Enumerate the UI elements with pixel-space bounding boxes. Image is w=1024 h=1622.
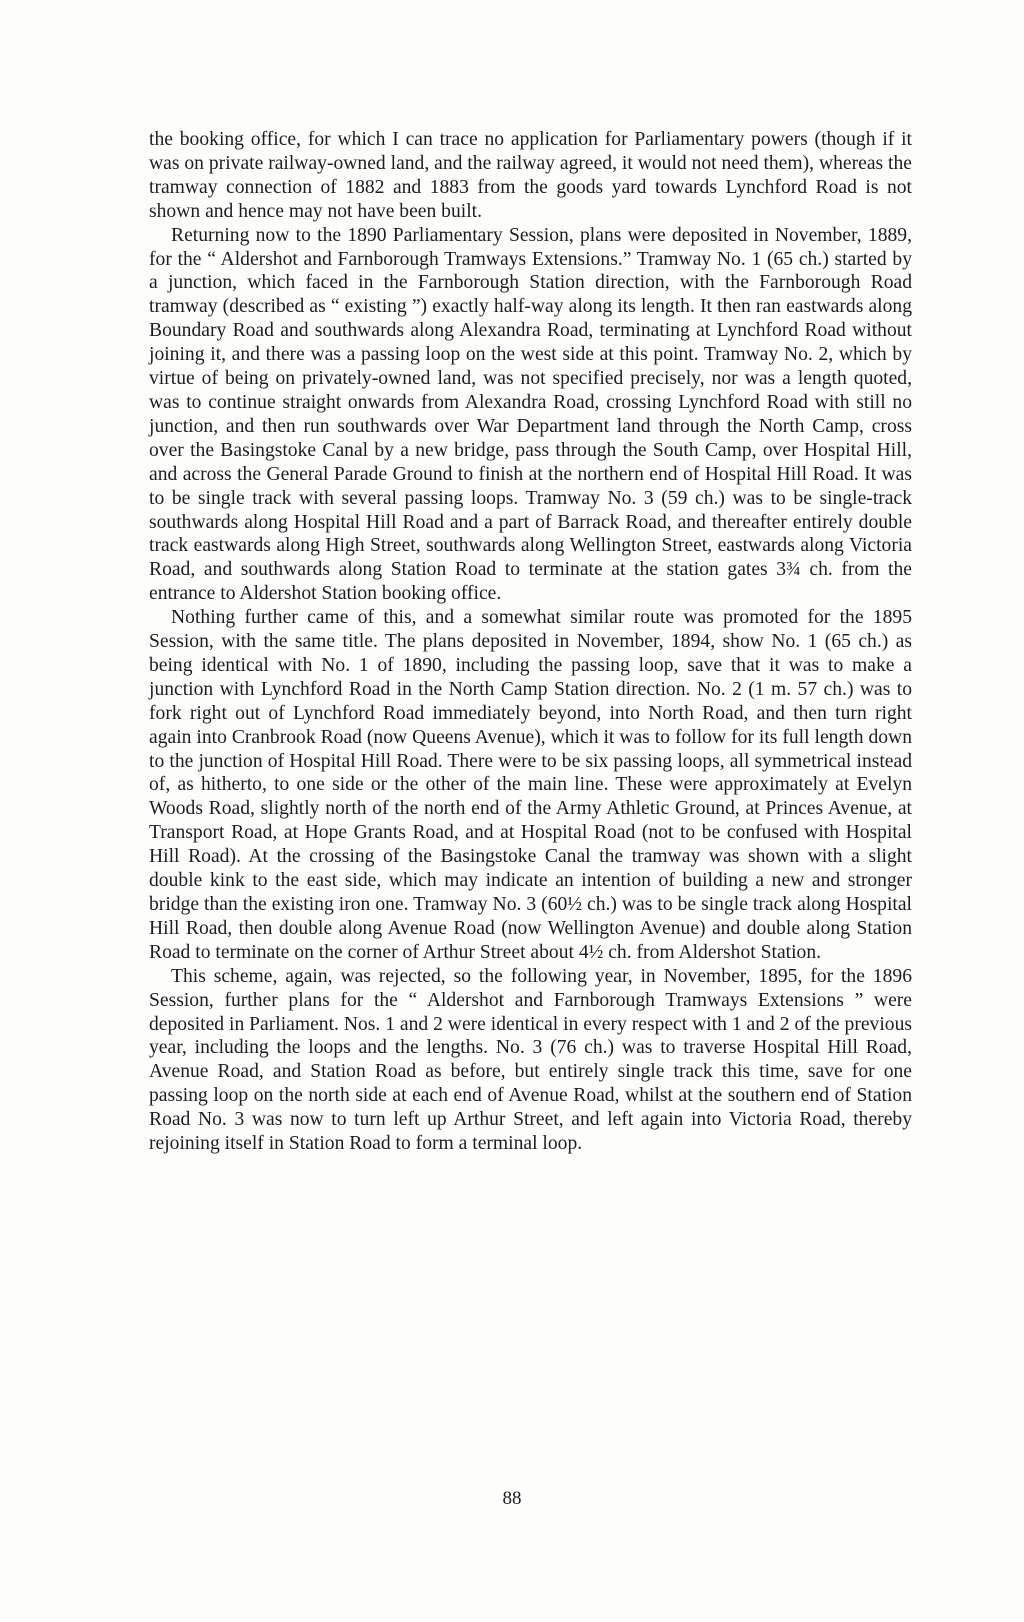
paragraph-1890-session: Returning now to the 1890 Parliamentary Session, plans were deposited in November, 1889, for the “ Aldershot and Farnborough Tramways Extensions.” Tramway No. 1 (65 ch.) started by a junction, which faced in the Farnborough Station direction, with the Farnborough Road tramway (described as “ existing ”) exactly half-way along its length. It then ran eastwards along Boundary Road and southwards along Alexandra Road, terminating at Lynchford Road without joining it, and there was a passing loop on the west side at this point. Tramway No. 2, which by virtue of being on privately-owned land, was not specified precisely, nor was a length quoted, was to continue straight onwards from Alexandra Road, crossing Lynchford Road with still no junction, and then run southwards over War Department land through the North Camp, cross over the Basingstoke Canal by a new bridge, pass through the South Camp, over Hospital Hill, and across the General Parade Ground to finish at the northern end of Hospital Hill Road. It was to be single track with several passing loops. Tramway No. 3 (59 ch.) was to be single-track southwards along Hospital Hill Road and a part of Barrack Road, and thereafter entirely double track eastwards along High Street, southwards along Wellington Street, eastwards along Victoria Road, and southwards along Station Road to terminate at the station gates 3¾ ch. from the entrance to Aldershot Station booking office. [149,224,912,605]
page-number: 88 [502,1488,522,1509]
paragraph-1896-session: This scheme, again, was rejected, so the following year, in November, 1895, for the 1896 Session, further plans for the “ Aldershot and Farnborough Tramways Extensions ” were deposited in Parliament. Nos. 1 and 2 were identical in every respect with 1 and 2 of the previous year, including the loops and the lengths. No. 3 (76 ch.) was to traverse Hospital Hill Road, Avenue Road, and Station Road as before, but entirely single track this time, save for one passing loop on the north side at each end of Avenue Road, whilst at the southern end of Station Road No. 3 was now to turn left up Arthur Street, and left again into Victoria Road, thereby rejoining itself in Station Road to form a terminal loop. [149,965,912,1155]
body-text [149,128,912,1156]
paragraph-continuation: the booking office, for which I can trace no application for Parliamentary powers (though if it was on private railway-owned land, and the railway agreed, it would not need them), whereas the tramway connection of 1882 and 1883 from the goods yard towards Lynchford Road is not shown and hence may not have been built. [149,129,912,222]
paragraph-1895-session: Nothing further came of this, and a somewhat similar route was promoted for the 1895 Session, with the same title. The plans deposited in November, 1894, show No. 1 (65 ch.) as being identical with No. 1 of 1890, including the passing loop, save that it was to make a junction with Lynchford Road in the North Camp Station direction. No. 2 (1 m. 57 ch.) was to fork right out of Lynchford Road immediately beyond, into North Road, and then turn right again into Cranbrook Road (now Queens Avenue), which it was to follow for its full length down to the junction of Hospital Hill Road. There were to be six passing loops, all symmetrical instead of, as hitherto, to one side or the other of the main line. These were approximately at Evelyn Woods Road, slightly north of the north end of the Army Athletic Ground, at Princes Avenue, at Transport Road, at Hope Grants Road, and at Hospital Road (not to be confused with Hospital Hill Road). At the crossing of the Basingstoke Canal the tramway was shown with a slight double kink to the east side, which may indicate an intention of building a new and stronger bridge than the existing iron one. Tramway No. 3 (60½ ch.) was to be single track along Hospital Hill Road, then double along Avenue Road (now Wellington Avenue) and double along Station Road to terminate on the corner of Arthur Street about 4½ ch. from Aldershot Station. [149,607,912,963]
